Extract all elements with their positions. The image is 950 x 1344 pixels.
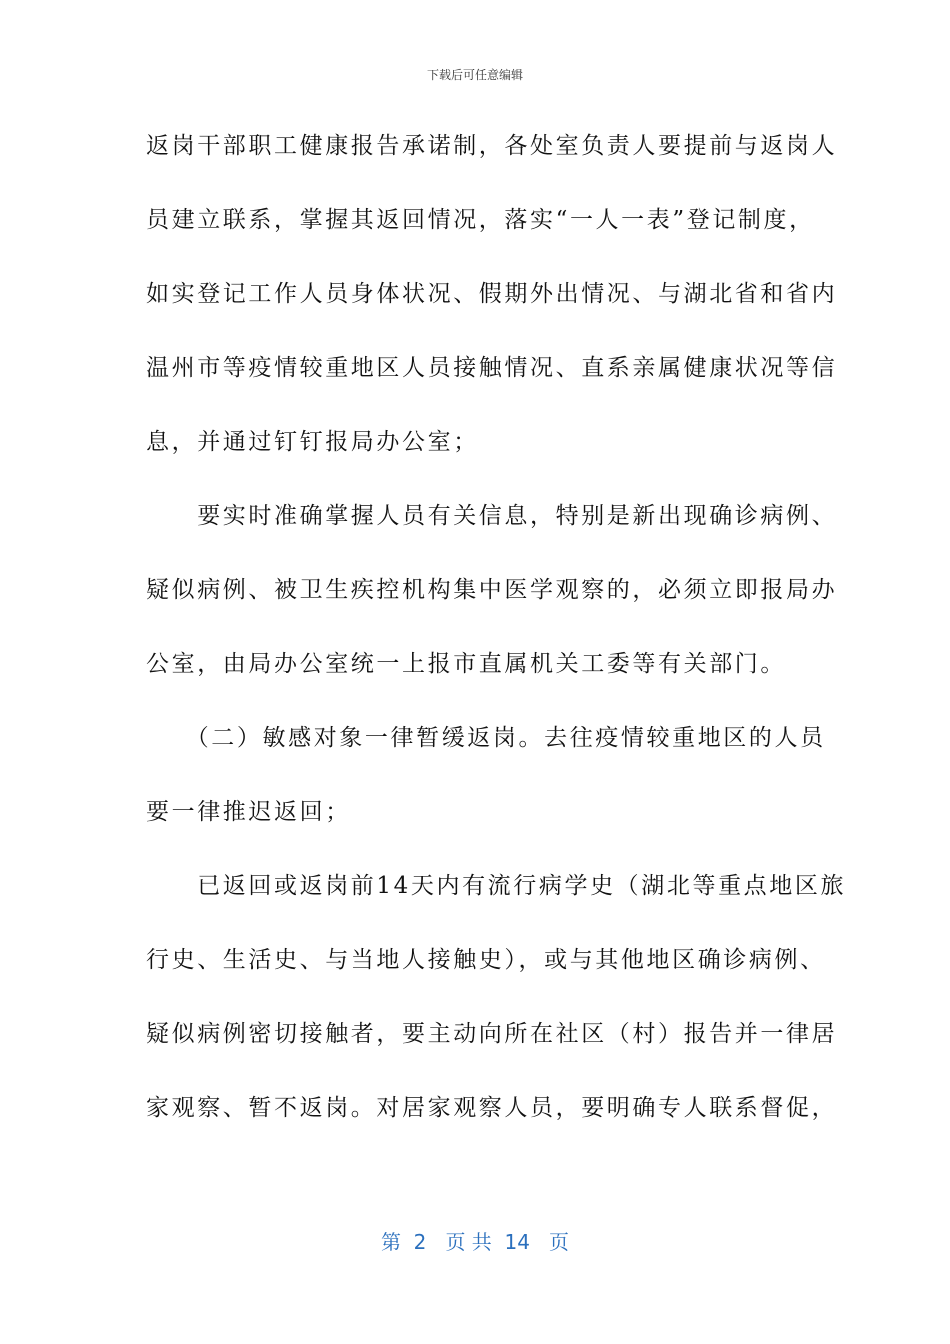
text-line: 息，并通过钉钉报局办公室； bbox=[146, 429, 479, 455]
page-header: 下载后可任意编辑 bbox=[426, 68, 523, 82]
text-line: 疑似病例密切接触者，要主动向所在社区（村）报告并一律居 bbox=[146, 1021, 838, 1047]
text-line: 公室，由局办公室统一上报市直属机关工委等有关部门。 bbox=[146, 651, 786, 677]
text-line: 如实登记工作人员身体状况、假期外出情况、与湖北省和省内 bbox=[146, 281, 838, 307]
text-line: 温州市等疫情较重地区人员接触情况、直系亲属健康状况等信 bbox=[146, 355, 838, 381]
text-line: （二）敏感对象一律暂缓返岗。去往疫情较重地区的人员 bbox=[146, 725, 826, 751]
text-line: 家观察、暂不返岗。对居家观察人员，要明确专人联系督促， bbox=[146, 1095, 838, 1121]
text-line: 要一律推迟返回； bbox=[146, 799, 351, 825]
text-line: 已返回或返岗前14天内有流行病学史（湖北等重点地区旅 bbox=[146, 873, 847, 899]
page-footer: 第 2 页 共 14 页 bbox=[380, 1230, 570, 1254]
text-line: 员建立联系，掌握其返回情况，落实“一人一表”登记制度， bbox=[146, 207, 815, 233]
text-line: 行史、生活史、与当地人接触史），或与其他地区确诊病例、 bbox=[146, 947, 826, 973]
document-body bbox=[146, 120, 847, 1156]
text-line: 疑似病例、被卫生疾控机构集中医学观察的，必须立即报局办 bbox=[146, 577, 838, 603]
text-line: 要实时准确掌握人员有关信息，特别是新出现确诊病例、 bbox=[146, 503, 838, 529]
text-line: 返岗干部职工健康报告承诺制，各处室负责人要提前与返岗人 bbox=[146, 133, 838, 159]
